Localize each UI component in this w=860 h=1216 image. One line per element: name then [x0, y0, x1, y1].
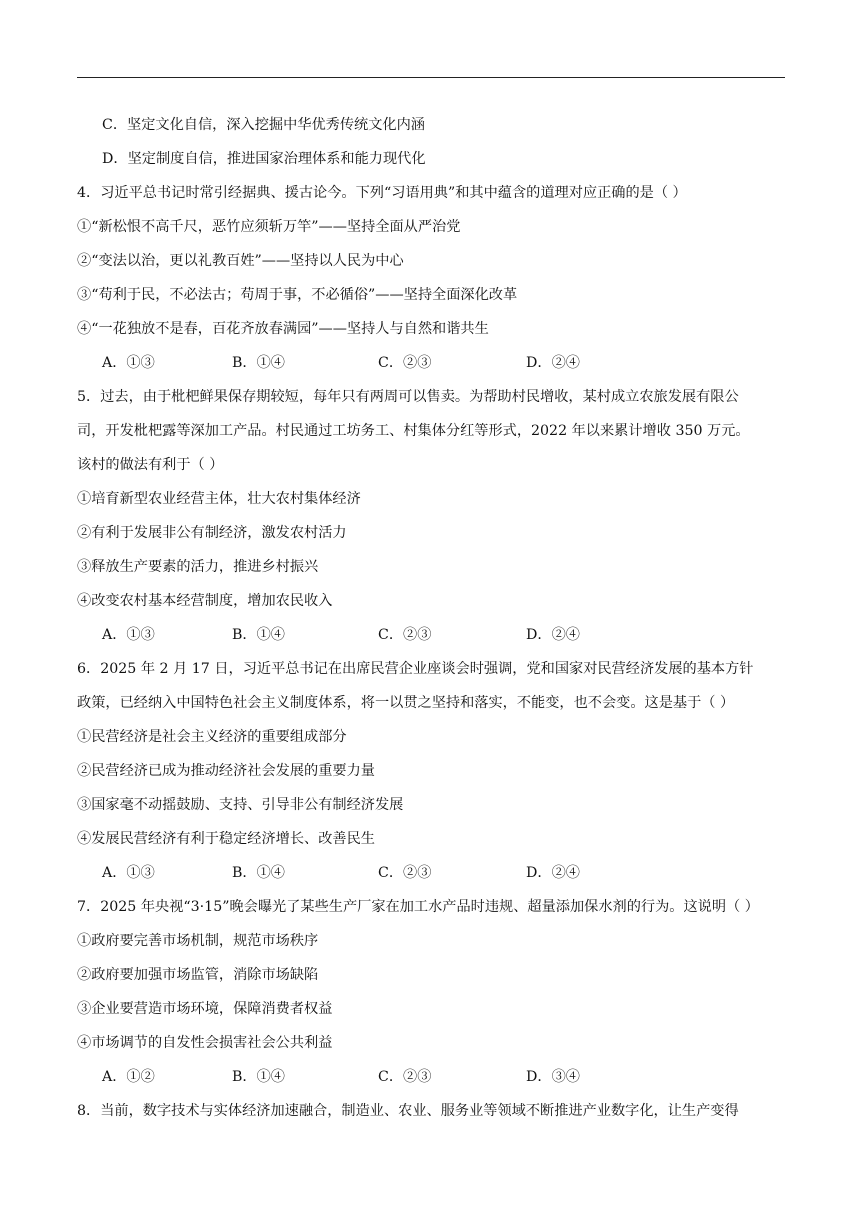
q5-item-1: ①培育新型农业经营主体，壮大农村集体经济: [77, 491, 361, 507]
q6-item-2: ②民营经济已成为推动经济社会发展的重要力量: [77, 763, 375, 779]
q5-item-2: ②有利于发展非公有制经济，激发农村活力: [77, 525, 347, 541]
prev-option-d: D．坚定制度自信，推进国家治理体系和能力现代化: [102, 151, 426, 167]
q4-stem: 4．习近平总书记时常引经据典、援古论今。下列“习语用典”和其中蕴含的道理对应正确的是（ ）: [77, 185, 687, 201]
q4-option-a: A．①③: [102, 355, 155, 371]
q5-stem-line-2: 司，开发枇杷露等深加工产品。村民通过工坊务工、村集体分红等形式，2022 年以来累计增收 350 万元。: [77, 423, 750, 439]
q5-option-d: D．②④: [526, 627, 580, 643]
q7-options: [77, 1060, 787, 1094]
q6-stem-line-2: 政策，已经纳入中国特色社会主义制度体系，将一以贯之坚持和落实，不能变，也不会变。这是基于（ ）: [77, 695, 735, 711]
q5-option-b: B．①④: [232, 627, 285, 643]
q6-item-3: ③国家毫不动摇鼓励、支持、引导非公有制经济发展: [77, 797, 404, 813]
q7-item-3: ③企业要营造市场环境，保障消费者权益: [77, 1001, 333, 1017]
q7-option-b: B．①④: [232, 1069, 285, 1085]
q7-option-d: D．③④: [526, 1069, 580, 1085]
q4-option-b: B．①④: [232, 355, 285, 371]
q5-stem-line-1: 5．过去，由于枇杷鲜果保存期较短，每年只有两周可以售卖。为帮助村民增收，某村成立农旅发展有限公: [77, 389, 739, 405]
q4-option-c: C．②③: [378, 355, 432, 371]
document-body: [77, 108, 787, 1128]
q4-item-3: ③“苟利于民，不必法古；苟周于事，不必循俗”——坚持全面深化改革: [77, 287, 518, 303]
q6-option-a: A．①③: [102, 865, 155, 881]
q4-item-1: ①“新松恨不高千尺，恶竹应须斩万竿”——坚持全面从严治党: [77, 219, 461, 235]
q6-options: [77, 856, 787, 890]
q5-option-c: C．②③: [378, 627, 432, 643]
q6-option-d: D．②④: [526, 865, 580, 881]
q6-option-c: C．②③: [378, 865, 432, 881]
q7-stem: 7．2025 年央视“3·15”晚会曝光了某些生产厂家在加工水产品时违规、超量添加保水剂的行为。这说明（ ）: [77, 899, 759, 915]
q7-option-a: A．①②: [102, 1069, 155, 1085]
q6-item-4: ④发展民营经济有利于稳定经济增长、改善民生: [77, 831, 375, 847]
q6-option-b: B．①④: [232, 865, 285, 881]
q4-option-d: D．②④: [526, 355, 580, 371]
q5-options: [77, 618, 787, 652]
q5-item-4: ④改变农村基本经营制度，增加农民收入: [77, 593, 333, 609]
q7-option-c: C．②③: [378, 1069, 432, 1085]
q6-item-1: ①民营经济是社会主义经济的重要组成部分: [77, 729, 347, 745]
q7-item-1: ①政府要完善市场机制，规范市场秩序: [77, 933, 319, 949]
q8-stem: 8．当前，数字技术与实体经济加速融合，制造业、农业、服务业等领域不断推进产业数字化，让生产变得: [77, 1103, 739, 1119]
header-rule: [77, 77, 785, 78]
q7-item-2: ②政府要加强市场监管，消除市场缺陷: [77, 967, 319, 983]
prev-option-c: C．坚定文化自信，深入挖掘中华优秀传统文化内涵: [102, 117, 425, 133]
q4-item-2: ②“变法以治，更以礼教百姓”——坚持以人民为中心: [77, 253, 404, 269]
q4-options: [77, 346, 787, 380]
q4-item-4: ④“一花独放不是春，百花齐放春满园”——坚持人与自然和谐共生: [77, 321, 489, 337]
q5-item-3: ③释放生产要素的活力，推进乡村振兴: [77, 559, 319, 575]
q5-stem-line-3: 该村的做法有利于（ ）: [77, 457, 224, 473]
q6-stem-line-1: 6．2025 年 2 月 17 日，习近平总书记在出席民营企业座谈会时强调，党和国家对民营经济发展的基本方针: [77, 661, 754, 677]
q5-option-a: A．①③: [102, 627, 155, 643]
q7-item-4: ④市场调节的自发性会损害社会公共利益: [77, 1035, 333, 1051]
